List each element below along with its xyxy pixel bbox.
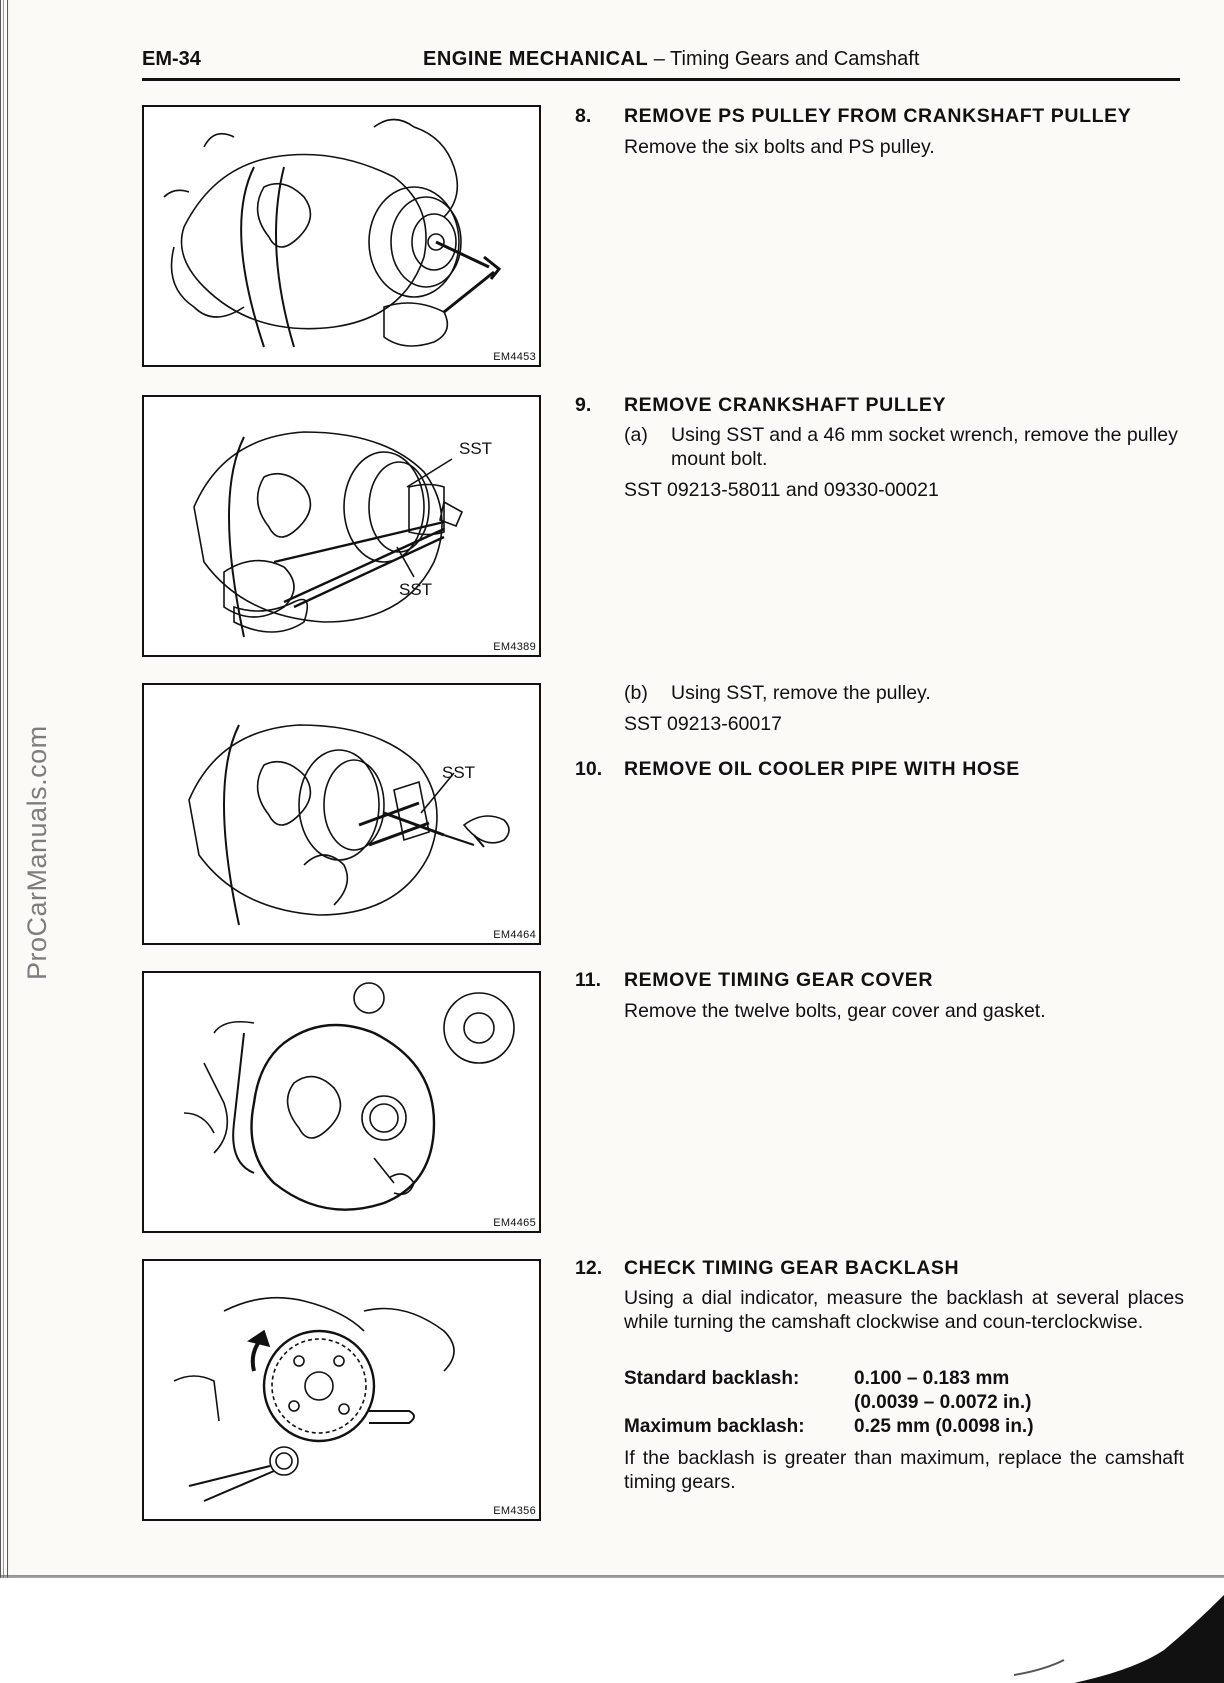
figure-code: EM4356 (493, 1505, 536, 1517)
illustration-timing-gear-cover (144, 973, 539, 1231)
spec-value: 0.100 – 0.183 mm (854, 1368, 1010, 1389)
step-heading: REMOVE CRANKSHAFT PULLEY (624, 394, 947, 416)
figure-timing-gear-cover (142, 971, 541, 1233)
substep-text: Using SST, remove the pulley. (671, 682, 931, 704)
spec-label: Maximum backlash: (624, 1416, 805, 1437)
substep-label: (a) (624, 424, 648, 446)
figure-ps-pulley (142, 105, 541, 367)
spec-value: (0.0039 – 0.0072 in.) (854, 1392, 1032, 1413)
step-number: 8. (575, 105, 592, 127)
step-number: 9. (575, 394, 592, 416)
sst-label: SST (459, 439, 493, 458)
section-name: ENGINE MECHANICAL (423, 48, 649, 70)
sst-label: SST (442, 763, 476, 782)
figure-code: EM4389 (493, 641, 536, 653)
sst-number: SST 09213-60017 (624, 713, 782, 735)
step-text: Using a dial indicator, measure the backlash at several places while turning the camshaft clockwise and coun-terclockwise. (624, 1287, 1184, 1333)
step-heading: REMOVE OIL COOLER PIPE WITH HOSE (624, 758, 1020, 780)
spec-label: Standard backlash: (624, 1368, 800, 1389)
scan-artifact (904, 1595, 1224, 1683)
figure-pulley-puller (142, 683, 541, 945)
page-header (142, 46, 1180, 81)
sst-label: SST (399, 580, 433, 599)
step-number: 10. (575, 758, 603, 780)
step-number: 12. (575, 1257, 603, 1279)
page-title (423, 48, 919, 71)
spec-value: 0.25 mm (0.0098 in.) (854, 1416, 1034, 1437)
illustration-timing-gear-backlash (144, 1261, 539, 1519)
step-number: 11. (575, 969, 602, 991)
section-subtitle: – Timing Gears and Camshaft (653, 48, 920, 70)
scan-edge-left (0, 0, 10, 1590)
step-heading: REMOVE PS PULLEY FROM CRANKSHAFT PULLEY (624, 105, 1132, 127)
illustration-ps-pulley (144, 107, 539, 365)
substep-label: (b) (624, 682, 648, 704)
watermark: ProCarManuals.com (22, 725, 52, 980)
step-heading: CHECK TIMING GEAR BACKLASH (624, 1257, 960, 1279)
page-number: EM-34 (142, 48, 201, 70)
figure-code: EM4453 (493, 351, 536, 363)
substep-text: Using SST and a 46 mm socket wrench, remove the pulley mount bolt. (671, 424, 1178, 470)
figure-timing-gear-backlash (142, 1259, 541, 1521)
step-note: If the backlash is greater than maximum, replace the camshaft timing gears. (624, 1447, 1184, 1493)
step-text: Remove the twelve bolts, gear cover and gasket. (624, 1000, 1046, 1022)
illustration-pulley-puller (144, 685, 539, 943)
sst-number: SST 09213-58011 and 09330-00021 (624, 479, 939, 501)
illustration-crankshaft-pulley-bolt (144, 397, 539, 655)
step-text: Remove the six bolts and PS pulley. (624, 136, 935, 158)
figure-code: EM4464 (493, 929, 536, 941)
step-heading: REMOVE TIMING GEAR COVER (624, 969, 934, 991)
figure-code: EM4465 (493, 1217, 536, 1229)
figure-crankshaft-pulley-bolt (142, 395, 541, 657)
